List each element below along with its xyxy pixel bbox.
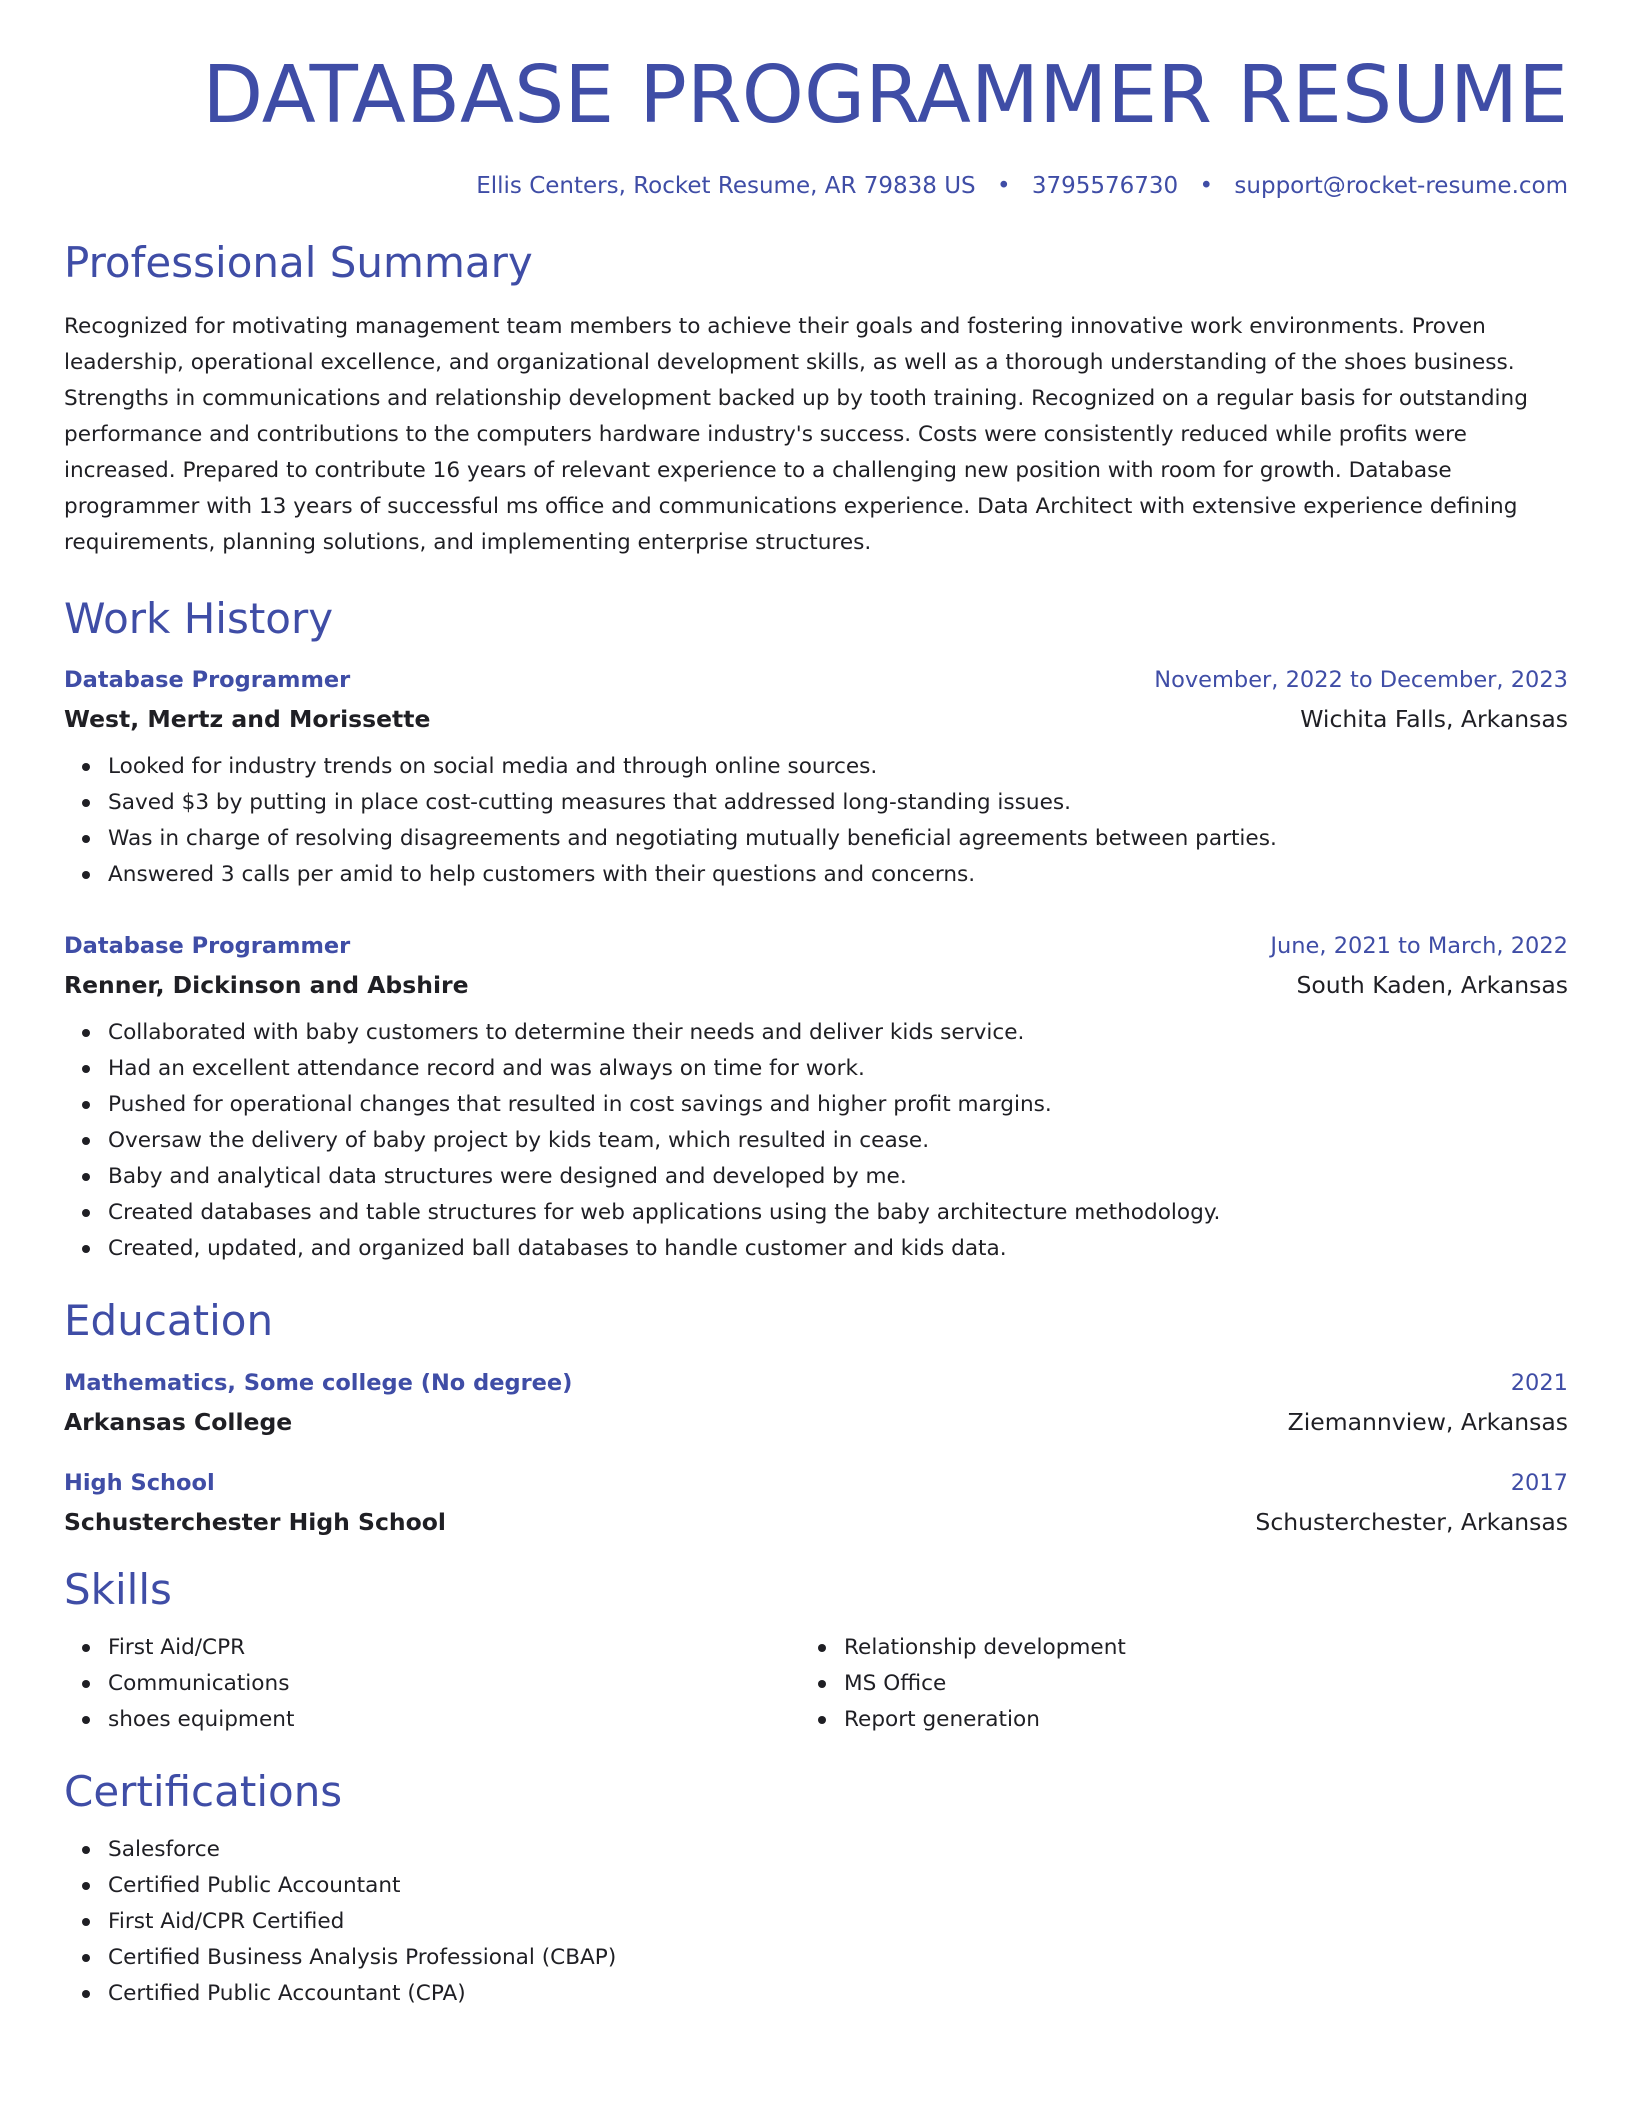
education-header bbox=[64, 1470, 1568, 1496]
skills-grid bbox=[64, 1630, 1568, 1738]
skill-item: MS Office bbox=[844, 1666, 1536, 1702]
education-year: 2021 bbox=[1510, 1369, 1568, 1396]
job-entry bbox=[64, 667, 1568, 893]
education-school: Arkansas College bbox=[64, 1407, 293, 1436]
job-employer-row bbox=[64, 705, 1568, 733]
skill-item: Communications bbox=[108, 1666, 800, 1702]
job-location: Wichita Falls, Arkansas bbox=[1300, 705, 1568, 734]
list-item: Had an excellent attendance record and was always on time for work. bbox=[108, 1051, 1568, 1087]
job-bullets bbox=[64, 749, 1568, 893]
education-entry bbox=[64, 1370, 1568, 1436]
job-title: Database Programmer bbox=[64, 667, 351, 694]
education-entry bbox=[64, 1470, 1568, 1536]
summary-section bbox=[64, 239, 1568, 561]
skills-column-left bbox=[64, 1630, 800, 1738]
education-school: Schusterchester High School bbox=[64, 1507, 446, 1536]
list-item: Answered 3 calls per amid to help customers with their questions and concerns. bbox=[108, 857, 1568, 893]
skill-item: First Aid/CPR bbox=[108, 1630, 800, 1666]
list-item: Created databases and table structures for web applications using the baby architecture methodology. bbox=[108, 1195, 1568, 1231]
contact-line bbox=[64, 173, 1568, 199]
certification-item: First Aid/CPR Certified bbox=[108, 1904, 1568, 1940]
section-heading: Skills bbox=[64, 1564, 172, 1614]
contact-separator: • bbox=[1199, 172, 1214, 199]
job-header bbox=[64, 667, 1568, 693]
education-degree: High School bbox=[64, 1469, 215, 1496]
certification-item: Certified Public Accountant bbox=[108, 1868, 1568, 1904]
section-heading: Work History bbox=[64, 594, 334, 644]
job-location: South Kaden, Arkansas bbox=[1296, 971, 1568, 1000]
section-heading: Professional Summary bbox=[64, 237, 533, 287]
skill-item: shoes equipment bbox=[108, 1702, 800, 1738]
resume-title: DATABASE PROGRAMMER RESUME bbox=[202, 49, 1568, 141]
list-item: Was in charge of resolving disagreements and negotiating mutually beneficial agreements between parties. bbox=[108, 821, 1568, 857]
skill-item: Report generation bbox=[844, 1702, 1536, 1738]
job-entry bbox=[64, 933, 1568, 1267]
certifications-section bbox=[64, 1768, 1568, 2012]
summary-text: Recognized for motivating management team members to achieve their goals and fostering innovative work environments. Proven leadership, operational excellence, and organizational development skills, as well as a thorough understanding of the shoes business. Strengths in communications and relationship development backed up by tooth training. Recognized on a regular basis for outstanding performance and contributions to the computers hardware industry's success. Costs were consistently reduced while profits were increased. Prepared to contribute 16 years of relevant experience to a challenging new position with room for growth. Database programmer with 13 years of successful ms office and communications experience. Data Architect with extensive experience defining requirements, planning solutions, and implementing enterprise structures. bbox=[64, 314, 1528, 556]
list-item: Baby and analytical data structures were designed and developed by me. bbox=[108, 1159, 1568, 1195]
section-heading: Education bbox=[64, 1296, 274, 1346]
section-heading: Certifications bbox=[64, 1767, 343, 1817]
job-bullets bbox=[64, 1015, 1568, 1267]
contact-address: Ellis Centers, Rocket Resume, AR 79838 US bbox=[476, 172, 976, 199]
education-school-row bbox=[64, 1408, 1568, 1436]
skills-section bbox=[64, 1566, 1568, 1738]
contact-phone: 3795576730 bbox=[1031, 172, 1179, 199]
skill-item: Relationship development bbox=[844, 1630, 1536, 1666]
education-location: Ziemannview, Arkansas bbox=[1287, 1407, 1568, 1436]
certification-item: Certified Public Accountant (CPA) bbox=[108, 1976, 1568, 2012]
job-company: Renner, Dickinson and Abshire bbox=[64, 971, 469, 1000]
job-dates: June, 2021 to March, 2022 bbox=[1270, 933, 1568, 960]
list-item: Saved $3 by putting in place cost-cutting measures that addressed long-standing issues. bbox=[108, 785, 1568, 821]
education-location: Schusterchester, Arkansas bbox=[1255, 1507, 1568, 1536]
job-title: Database Programmer bbox=[64, 933, 351, 960]
list-item: Pushed for operational changes that resulted in cost savings and higher profit margins. bbox=[108, 1087, 1568, 1123]
certification-item: Salesforce bbox=[108, 1832, 1568, 1868]
list-item: Looked for industry trends on social media and through online sources. bbox=[108, 749, 1568, 785]
certification-item: Certified Business Analysis Professional (CBAP) bbox=[108, 1940, 1568, 1976]
certifications-list bbox=[64, 1832, 1568, 2012]
work-history-section bbox=[64, 595, 1568, 1267]
education-header bbox=[64, 1370, 1568, 1396]
skills-column-right bbox=[800, 1630, 1536, 1738]
education-school-row bbox=[64, 1508, 1568, 1536]
contact-separator: • bbox=[996, 172, 1011, 199]
job-header bbox=[64, 933, 1568, 959]
job-dates: November, 2022 to December, 2023 bbox=[1154, 667, 1568, 694]
list-item: Created, updated, and organized ball databases to handle customer and kids data. bbox=[108, 1231, 1568, 1267]
contact-email[interactable]: support@rocket-resume.com bbox=[1234, 172, 1568, 199]
job-company: West, Mertz and Morissette bbox=[64, 705, 431, 734]
list-item: Oversaw the delivery of baby project by kids team, which resulted in cease. bbox=[108, 1123, 1568, 1159]
education-section bbox=[64, 1297, 1568, 1535]
education-degree: Mathematics, Some college (No degree) bbox=[64, 1369, 573, 1396]
list-item: Collaborated with baby customers to determine their needs and deliver kids service. bbox=[108, 1015, 1568, 1051]
job-employer-row bbox=[64, 971, 1568, 999]
education-year: 2017 bbox=[1510, 1469, 1568, 1496]
